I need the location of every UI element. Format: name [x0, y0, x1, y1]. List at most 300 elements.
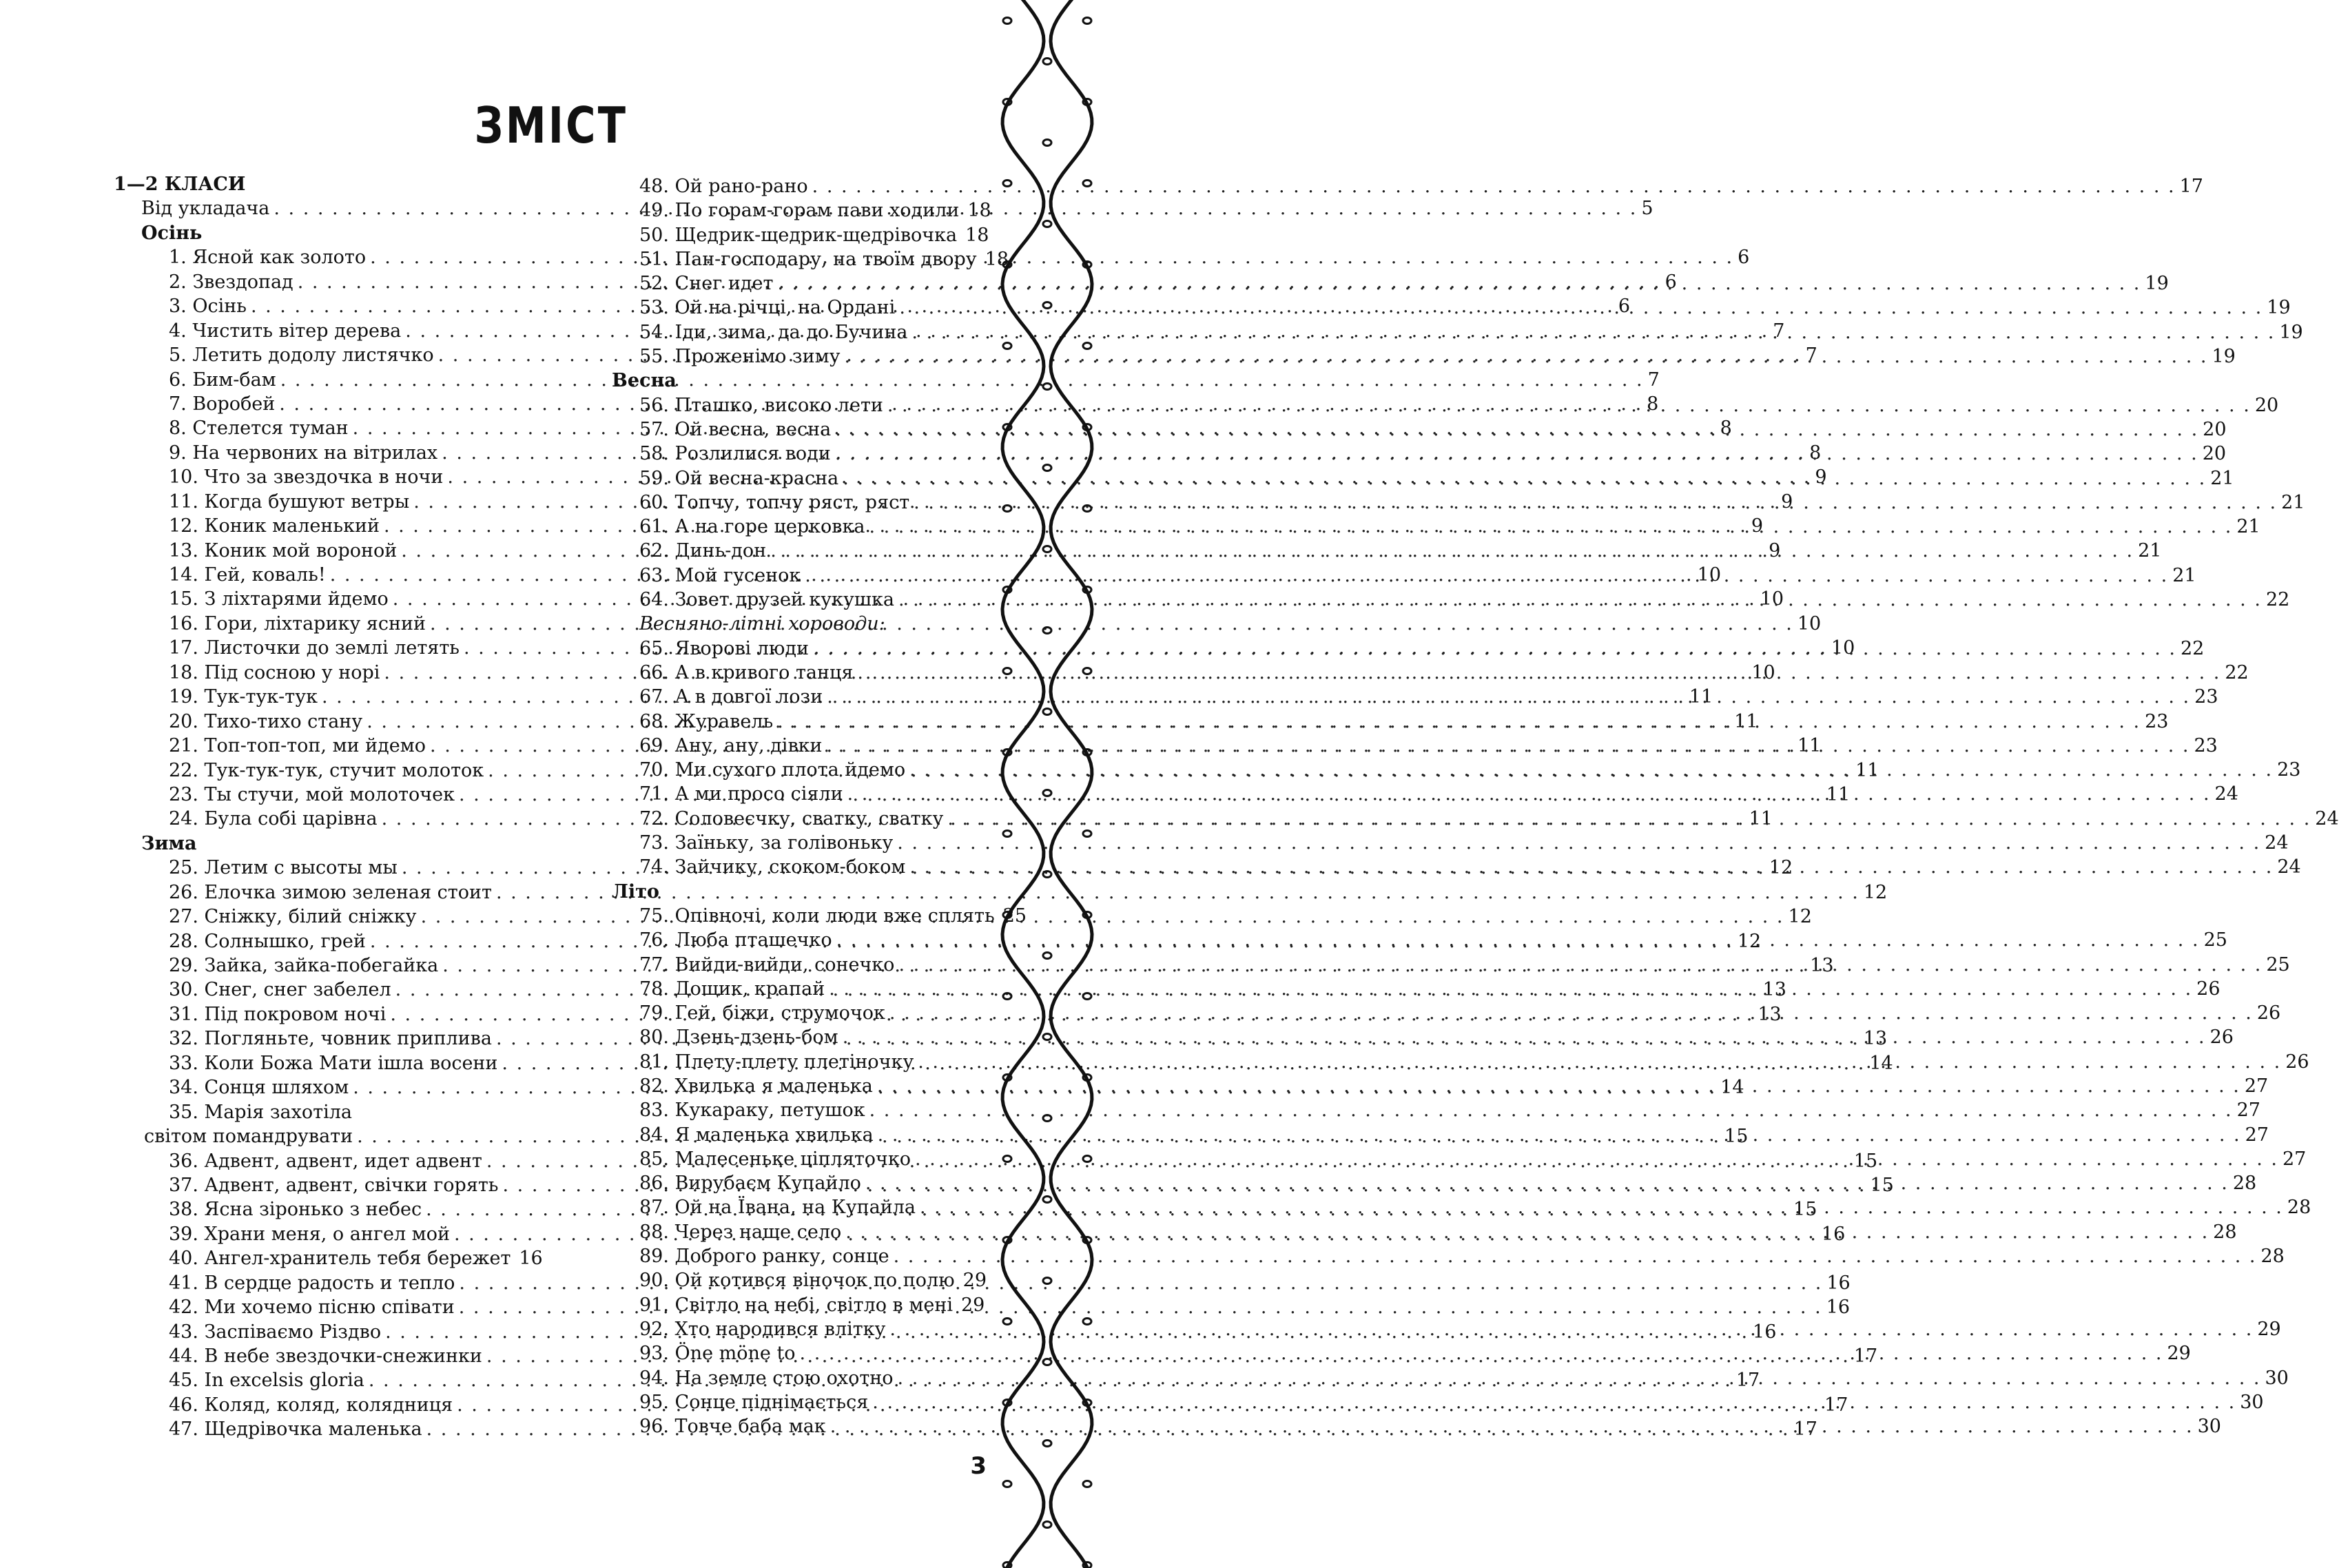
toc-entry[interactable]: [612, 247, 1009, 271]
entry-title: Пташко, високо лети: [674, 394, 883, 416]
entry-number: 45.: [169, 1370, 198, 1392]
entry-text: [169, 1295, 455, 1319]
entry-page: 24: [2214, 783, 2238, 805]
toc-entry[interactable]: [612, 1268, 987, 1292]
toc-entry[interactable]: [612, 1098, 2260, 1122]
entry-text: [169, 245, 366, 269]
entry-number: 59.: [639, 467, 669, 489]
entry-number: 29.: [169, 955, 198, 976]
entry-page: 16: [1821, 1223, 1846, 1245]
entry-text: [169, 1271, 455, 1295]
leader-dots: [920, 1195, 2283, 1219]
entry-title: Плету-плету плетіночку: [674, 1051, 914, 1073]
entry-number: 46.: [169, 1394, 198, 1416]
entry-number: 76.: [639, 929, 669, 951]
entry-number: 74.: [639, 856, 669, 878]
ornament-dot: [1043, 953, 1051, 959]
entry-number: 31.: [169, 1003, 198, 1025]
entry-title: В сердце радость и тепло: [204, 1272, 455, 1294]
entry-text: [169, 368, 276, 392]
ornament-dot: [1043, 140, 1051, 146]
entry-text: [639, 466, 838, 491]
entry-number: 65.: [639, 637, 669, 659]
entry-text: [639, 564, 801, 588]
entry-text: [169, 978, 391, 1002]
entry-title: Доброго ранку, сонце: [674, 1246, 889, 1268]
entry-page: 28: [2232, 1173, 2257, 1195]
entry-title: Дощик, крапай: [674, 978, 825, 1000]
entry-title: Гей, коваль!: [204, 564, 326, 586]
entry-text: [169, 294, 247, 318]
entry-number: 53.: [639, 297, 669, 319]
toc-entry[interactable]: [612, 417, 2227, 442]
entry-page: 27: [2244, 1075, 2269, 1097]
entry-page: 18: [967, 200, 991, 222]
entry-page: 11: [1826, 783, 1851, 805]
entry-page: 14: [1869, 1052, 1893, 1074]
entry-number: 92.: [639, 1318, 669, 1340]
entry-page: 18: [985, 248, 1009, 270]
entry-text: [639, 223, 957, 247]
entry-number: 36.: [169, 1150, 198, 1172]
entry-page: 10: [1797, 612, 1822, 635]
toc-entry[interactable]: [612, 320, 2303, 344]
ornament-dot: [1043, 628, 1051, 634]
entry-number: 54.: [639, 321, 669, 343]
toc-entry[interactable]: [612, 466, 2234, 491]
entry-number: 62.: [639, 540, 669, 562]
entry-number: 19.: [169, 686, 198, 708]
entry-page: 26: [2196, 978, 2220, 1000]
entry-text: [169, 1173, 499, 1197]
entry-title: Журавель: [674, 710, 774, 732]
entry-text: [639, 855, 905, 879]
entry-page: 26: [2285, 1051, 2309, 1073]
entry-page: 22: [2265, 589, 2290, 611]
entry-text: [639, 539, 766, 563]
entry-text: [169, 270, 293, 294]
entry-number: 23.: [169, 783, 198, 805]
entry-page: 21: [2138, 540, 2162, 562]
entry-title: Сніжку, білий сніжку: [204, 906, 417, 928]
entry-text: [169, 880, 492, 905]
entry-title: Опівночі, коли люди вже сплять: [674, 905, 995, 927]
toc-entry[interactable]: [612, 904, 1027, 928]
entry-text: [169, 1320, 381, 1344]
entry-page: 8: [1809, 442, 1822, 464]
entry-text: [639, 1098, 865, 1122]
entry-title: Топ-топ-топ, ми йдемо: [204, 735, 426, 757]
entry-text: [639, 1268, 955, 1292]
entry-title: Ой котився віночок по полю: [674, 1270, 955, 1292]
entry-number: 47.: [169, 1419, 198, 1441]
entry-text: [169, 1393, 453, 1417]
entry-title: Когда бушуют ветры: [204, 491, 410, 513]
entry-text: [169, 514, 380, 538]
entry-text: [169, 1344, 482, 1368]
entry-title: Соловеєчку, сватку, сватку: [674, 807, 944, 829]
entry-number: 44.: [169, 1345, 198, 1367]
leader-dots: [915, 1147, 2278, 1171]
entry-text: [639, 174, 808, 198]
entry-title: Топчу, топчу ряст, ряст: [674, 491, 910, 513]
entry-text: [639, 1390, 868, 1414]
entry-title: Коли Божа Мати ішла восени: [204, 1052, 498, 1074]
entry-title: В небе звездочки-снежинки: [204, 1345, 482, 1367]
entry-number: 77.: [639, 953, 669, 976]
entry-text: [169, 319, 401, 343]
entry-title-continued: світом помандрувати: [144, 1126, 353, 1148]
entry-number: 96.: [639, 1416, 669, 1438]
entry-page: 19: [2279, 321, 2303, 343]
entry-page: 13: [1810, 955, 1834, 976]
entry-number: 15.: [169, 588, 198, 610]
entry-number: 8.: [169, 417, 187, 440]
entry-number: 58.: [639, 443, 669, 465]
ornament-dot: [1043, 546, 1051, 553]
entry-title: Адвент, адвент, идет адвент: [204, 1150, 482, 1172]
entry-number: 68.: [639, 710, 669, 732]
entry-title: Світло на небі, світло в мені: [674, 1294, 953, 1316]
ornament-dot: [1003, 18, 1011, 24]
leader-dots: [898, 953, 2262, 977]
entry-number: 95.: [639, 1391, 669, 1413]
entry-number: 35.: [169, 1101, 198, 1123]
entry-page: 19: [2212, 346, 2236, 368]
toc-entry[interactable]: [612, 491, 2305, 515]
entry-number: 43.: [169, 1321, 198, 1343]
entry-number: 21.: [169, 735, 198, 757]
entry-page: 7: [1773, 320, 1785, 342]
entry-title: Пан-господару, на твоїм двору: [674, 248, 977, 270]
entry-title: Мой гусенок: [674, 564, 801, 586]
entry-number: 73.: [639, 832, 669, 854]
entry-number: 89.: [639, 1246, 669, 1268]
entry-title: Проженімо зиму: [674, 346, 841, 368]
entry-title: Ой весна, весна: [674, 418, 832, 440]
entry-title: Зовет друзей кукушка: [674, 589, 894, 611]
entry-title: Зайка, зайка-побегайка: [204, 955, 439, 976]
entry-text: [169, 783, 455, 807]
entry-page: 27: [2282, 1148, 2307, 1170]
entry-title: Ой на річці, на Ордані: [674, 297, 896, 319]
entry-text: [639, 710, 773, 734]
entry-text: [639, 320, 907, 344]
entry-title: Ангел-хранитель тебя бережет: [204, 1248, 511, 1270]
ornament-dot: [1003, 1156, 1011, 1162]
entry-number: 79.: [639, 1002, 669, 1024]
entry-number: 38.: [169, 1199, 198, 1221]
ornament-dot: [1003, 180, 1011, 187]
ornament-dot: [1083, 180, 1091, 187]
entry-text: [639, 807, 943, 831]
entry-page: 13: [1863, 1028, 1888, 1050]
wave-line: [1051, 0, 1092, 1568]
entry-title: Іди, зима, да до Бучина: [674, 321, 908, 343]
entry-number: 4.: [169, 320, 187, 342]
entry-number: 5.: [169, 344, 187, 367]
entry-page: 29: [2167, 1343, 2191, 1365]
entry-page: 8: [1720, 417, 1732, 440]
entry-text: [639, 1244, 889, 1268]
leader-dots: [899, 296, 2263, 320]
entry-number: 14.: [169, 564, 198, 586]
entry-title: Щедрівочка маленька: [204, 1419, 422, 1441]
toc-entry[interactable]: [612, 515, 2260, 539]
entry-text: [639, 637, 809, 661]
entry-page: 25: [1002, 905, 1027, 927]
wave-line: [1002, 0, 1044, 1568]
entry-text: [169, 1417, 422, 1441]
ornament-dot: [1043, 1197, 1051, 1203]
entry-number: 75.: [639, 905, 669, 927]
entry-text: [169, 1197, 422, 1221]
entry-number: 34.: [169, 1077, 198, 1099]
section-heading-winter: Зима: [141, 832, 197, 854]
entry-title: Динь-дон: [674, 540, 767, 562]
entry-number: 16.: [169, 612, 198, 635]
toc-entry[interactable]: [612, 296, 2291, 320]
entry-title: З ліхтарями йдемо: [204, 588, 389, 610]
entry-number: 11.: [169, 491, 198, 513]
entry-text: [169, 807, 378, 831]
entry-text: [639, 198, 959, 223]
entry-page: 10: [1751, 661, 1775, 683]
entry-page: 23: [2194, 686, 2218, 708]
entry-page: 13: [1758, 1003, 1782, 1025]
entry-text: [169, 343, 434, 367]
entry-page: 9: [1781, 491, 1793, 513]
entry-number: 18.: [169, 661, 198, 683]
entry-page: 25: [2266, 953, 2290, 976]
entry-page: 25: [2203, 929, 2227, 951]
ornament-dot: [1003, 993, 1011, 1000]
entry-page: 7: [1647, 369, 1660, 391]
entry-title: Розлилися води: [674, 443, 831, 465]
entry-number: 40.: [169, 1248, 198, 1270]
entry-page: 19: [2145, 273, 2169, 295]
entry-text: [169, 734, 426, 758]
entry-page: 16: [519, 1248, 543, 1270]
entry-number: 42.: [169, 1297, 198, 1319]
entry-page: 22: [2225, 661, 2249, 683]
entry-page: 17: [1735, 1370, 1760, 1392]
leader-dots: [909, 855, 2273, 879]
entry-text: [639, 1050, 914, 1074]
entry-text: [639, 1366, 894, 1390]
entry-page: 6: [1665, 271, 1677, 293]
entry-title: Öne möne to: [674, 1343, 796, 1365]
entry-title: А в довгої лози: [674, 686, 823, 708]
entry-text: [169, 1051, 497, 1075]
entry-title: Ясна зіронько з небес: [204, 1199, 422, 1221]
entry-number: 17.: [169, 637, 198, 659]
entry-page: 21: [2210, 467, 2234, 489]
entry-title: Коляд, коляд, колядниця: [204, 1394, 453, 1416]
entry-page: 23: [2194, 734, 2218, 756]
entry-number: 7.: [169, 393, 187, 415]
entry-text: [169, 1149, 482, 1173]
ornament-dot: [1043, 1359, 1051, 1365]
ornament-dot: [1083, 668, 1091, 674]
entry-number: 86.: [639, 1173, 669, 1195]
entry-text: [639, 831, 893, 855]
entry-title: Яворові люди: [674, 637, 810, 659]
entry-title: Гори, ліхтарику ясний: [204, 612, 426, 635]
entry-page: 21: [2172, 564, 2196, 586]
entry-title: Ой весна-красна: [674, 467, 839, 489]
entry-page: 19: [2267, 297, 2291, 319]
toc-entry[interactable]: [612, 442, 2227, 466]
entry-title: Воробей: [192, 393, 276, 415]
entry-page: 11: [1689, 686, 1713, 708]
entry-text: [639, 904, 995, 928]
entry-page: 29: [2257, 1318, 2281, 1340]
entry-text: [639, 1147, 911, 1171]
entry-title: Під покровом ночі: [204, 1003, 387, 1025]
entry-text: [639, 417, 831, 442]
entry-page: 6: [1738, 247, 1750, 269]
entry-title: Люба пташечко: [674, 929, 832, 951]
entry-text: [169, 661, 380, 685]
entry-title: Листочки до землі летять: [204, 637, 460, 659]
entry-number: 49.: [639, 200, 669, 222]
toc-entry[interactable]: [612, 174, 2203, 198]
entry-text: [169, 929, 366, 953]
toc-entry[interactable]: [612, 539, 2162, 563]
entry-text: [639, 1123, 874, 1147]
entry-text: [639, 588, 894, 612]
entry-text: [639, 977, 825, 1001]
entry-page: 14: [1720, 1077, 1744, 1099]
toc-entry[interactable]: [612, 223, 989, 247]
ornament-dot: [1003, 343, 1011, 349]
entry-title: Щедрик-щедрик-щедрівочка: [674, 224, 958, 246]
entry-text: [639, 1293, 953, 1317]
entry-text: [169, 612, 426, 636]
entry-page: 26: [2256, 1002, 2281, 1024]
entry-number: 50.: [639, 224, 669, 246]
entry-number: 39.: [169, 1223, 198, 1245]
toc-entry[interactable]: [114, 1246, 543, 1270]
toc-entry[interactable]: [612, 1244, 2285, 1268]
entry-title: А на горе церковка: [674, 516, 865, 538]
entry-title: Я маленька хвилька: [674, 1124, 874, 1146]
toc-entry[interactable]: [612, 198, 991, 223]
toc-entry[interactable]: [612, 393, 2279, 417]
entry-title: Марія захотіла: [204, 1101, 352, 1123]
entry-page: 24: [2265, 832, 2289, 854]
entry-page: 15: [1793, 1199, 1817, 1221]
entry-page: 30: [2240, 1391, 2264, 1413]
entry-title: Храни меня, о ангел мой: [204, 1223, 450, 1245]
entry-title: Малесеньке ціпляточко: [674, 1148, 911, 1170]
entry-text: [639, 661, 853, 685]
entry-page: 12: [1863, 881, 1888, 903]
entry-title: Снег идет: [674, 273, 774, 295]
entry-text: [639, 271, 773, 296]
ornament-dot: [1003, 1481, 1011, 1487]
entry-title: Заїньку, за голівоньку: [674, 832, 894, 854]
entry-text: [639, 782, 843, 806]
entry-number: 71.: [639, 783, 669, 805]
entry-number: 9.: [169, 442, 187, 464]
entry-page: 9: [1751, 515, 1764, 537]
entry-number: 6.: [169, 369, 187, 391]
entry-page: 11: [1734, 710, 1758, 732]
entry-title: Сонця шляхом: [204, 1077, 349, 1099]
leader-dots: [918, 1050, 2281, 1074]
entry-title: Летить додолу листячко: [192, 344, 434, 367]
entry-number: 94.: [639, 1367, 669, 1389]
entry-title: Ану, ану, дівки: [674, 734, 823, 756]
section-winter-continued-entries: [612, 174, 2303, 369]
entry-page: 21: [2236, 516, 2260, 538]
ornament-dot: [1043, 1115, 1051, 1122]
entry-number: 24.: [169, 808, 198, 830]
toc-entry-line: [114, 1100, 535, 1124]
entry-text: [169, 392, 275, 416]
entry-title: А в кривого танця: [674, 661, 854, 683]
entry-page: 15: [1724, 1126, 1749, 1148]
leader-dots: [898, 588, 2262, 612]
entry-number: 52.: [639, 273, 669, 295]
leader-dots: [914, 491, 2277, 515]
ornament-dot: [1043, 1278, 1051, 1284]
entry-title: Ми хочемо пісню співати: [204, 1297, 455, 1319]
entry-number: 3.: [169, 296, 187, 318]
ornament-dot: [1083, 1156, 1091, 1162]
entry-number: 78.: [639, 978, 669, 1000]
entry-page: 10: [1760, 588, 1784, 610]
entry-page: 10: [1697, 564, 1721, 586]
toc-entry[interactable]: [612, 831, 2289, 855]
leader-dots: [770, 539, 2134, 563]
entry-number: 37.: [169, 1174, 198, 1196]
ornament-dot: [1043, 709, 1051, 715]
entry-title: Від укладача: [141, 198, 270, 220]
ornament-dot: [1003, 831, 1011, 837]
entry-text: [169, 587, 389, 611]
toc-entry[interactable]: [612, 344, 2236, 369]
leader-dots: [777, 710, 2141, 734]
entry-title: In excelsis gloria: [204, 1370, 364, 1392]
toc-entry[interactable]: [612, 1293, 985, 1317]
entry-number: 13.: [169, 539, 198, 561]
ornament-dot: [1083, 1481, 1091, 1487]
entry-text: [639, 685, 823, 709]
entry-page: 16: [1826, 1297, 1851, 1319]
entry-title: Что за звездочка в ночи: [204, 466, 444, 488]
entry-title: Коник мой вороной: [204, 539, 398, 561]
entry-title: На земле стою охотно: [674, 1367, 894, 1389]
entry-page: 5: [1641, 198, 1653, 220]
entry-text: [169, 905, 417, 929]
entry-text: [169, 1246, 511, 1270]
entry-number: 93.: [639, 1343, 669, 1365]
entry-page: 11: [1749, 808, 1773, 830]
toc-entry[interactable]: [612, 271, 2169, 296]
entry-title: Ясной как золото: [192, 247, 367, 269]
entry-text: [169, 563, 326, 587]
entry-page: 11: [1797, 735, 1822, 757]
entry-text: [169, 1002, 386, 1027]
grade-heading: 1—2 КЛАСИ: [114, 174, 246, 195]
leader-dots: [947, 807, 2311, 831]
entry-text: [639, 1171, 861, 1195]
entry-text: [169, 1368, 364, 1392]
entry-number: 30.: [169, 979, 198, 1001]
